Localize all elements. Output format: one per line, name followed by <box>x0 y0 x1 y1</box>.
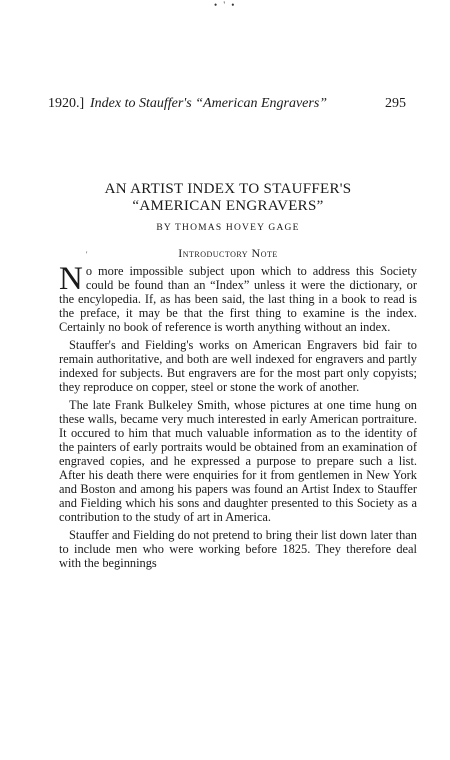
article-title-line: “AMERICAN ENGRAVERS” <box>132 198 324 214</box>
running-head-title: Index to Stauffer's “American Engravers” <box>90 96 328 111</box>
paragraph: Stauffer's and Fielding's works on American Engravers bid fair to remain authoritative, and both are well indexed for engravers and partly indexed for subjects. But engravers are for the most part only copyists; they reproduce on copper, steel or stone the work of another. <box>59 338 417 394</box>
section-heading: Introductory Note <box>178 246 278 260</box>
paragraph: No more impossible subject upon which to address this Society could be found than an “Index” unless it were the dictionary, or the encylopedia. If, as has been said, the last thing in a book to read is the preface, it may be that the first thing to examine is the index. Certainly no book of reference is worth anything without an index. <box>59 261 417 334</box>
print-speck: ' <box>86 250 88 259</box>
page-top-mark: • ' • <box>214 0 237 10</box>
article-title <box>48 181 408 215</box>
author-byline: BY THOMAS HOVEY GAGE <box>156 223 300 233</box>
running-head <box>48 96 408 114</box>
page-number: 295 <box>385 96 406 111</box>
running-head-year: 1920.] <box>48 96 85 111</box>
paragraph: Stauffer and Fielding do not pretend to bring their list down later than to include men who were working before 1825. They therefore deal with the beginnings <box>59 528 417 570</box>
article-title-line: AN ARTIST INDEX TO STAUFFER'S <box>104 181 352 197</box>
paragraph: The late Frank Bulkeley Smith, whose pictures at one time hung on these walls, became very much interested in early American portraiture. It occured to him that much valuable information as to the identity of the painters of early portraits would be obtained from an examination of engraved copies, and he expressed a purpose to prepare such a list. After his death there were enquiries for it from gentlemen in New York and Boston and among his papers was found an Artist Index to Stauffer and Fielding which his sons and daughter presented to this Society as a contribution to the study of art in America. <box>59 398 417 524</box>
article-body <box>59 261 417 574</box>
